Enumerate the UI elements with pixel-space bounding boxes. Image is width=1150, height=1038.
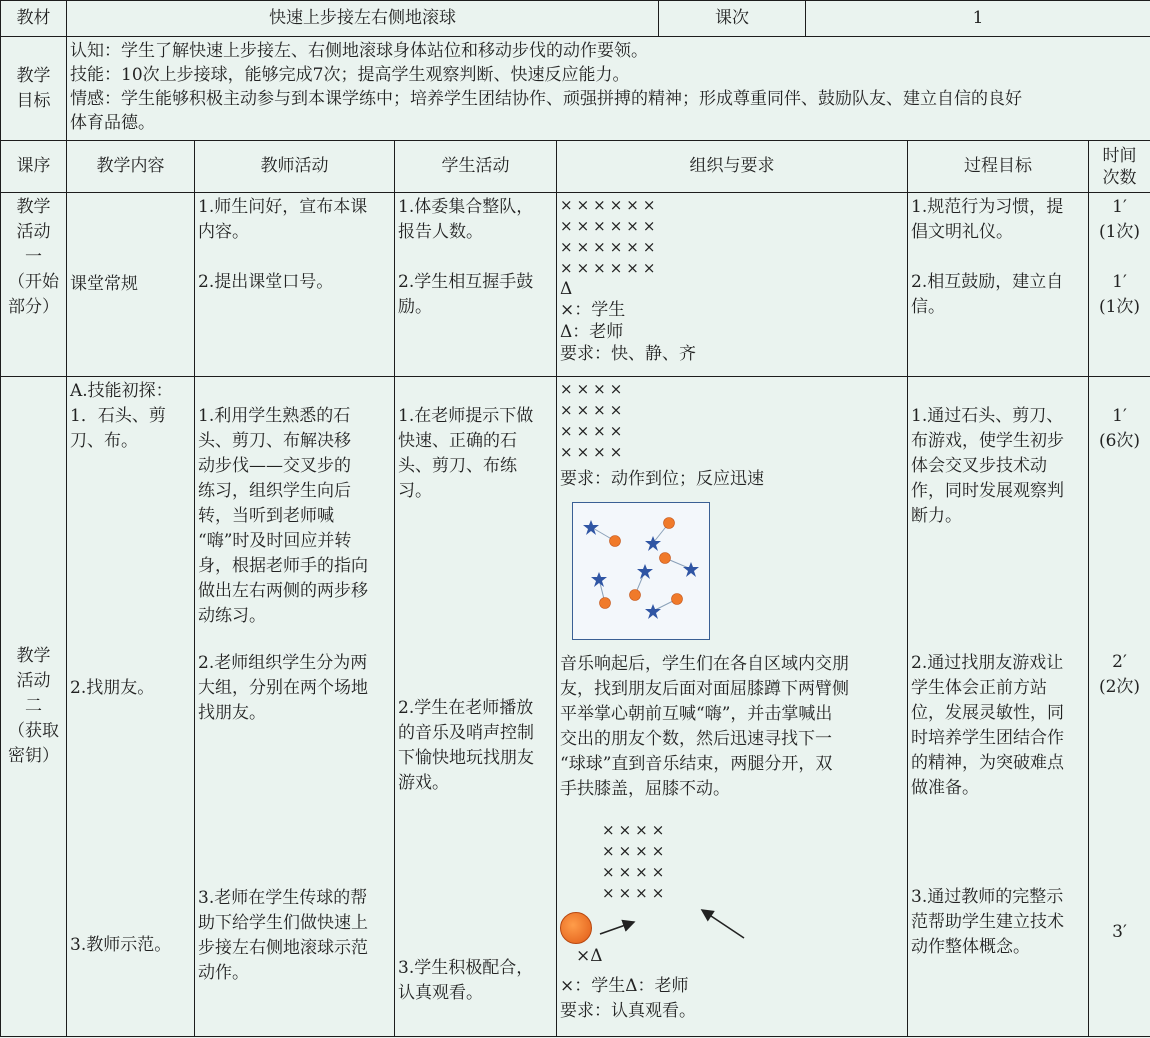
part1-organization [557, 193, 908, 377]
goals-text [67, 37, 1150, 141]
label-material: 教材 [1, 1, 67, 37]
legend-3: ×：学生Δ：老师 [560, 976, 689, 996]
part2-student: 1.在老师提示下做 快速、正确的石 头、剪刀、布练 习。 2.学生在老师播放 的音乐及哨声控制 下愉快地玩找朋友 游戏。 3.学生积极配合， 认真观看。 [395, 377, 557, 1037]
col-teacher: 教师活动 [195, 141, 395, 193]
part2-row [1, 377, 1150, 1037]
part2-requirement-3: 要求：认真观看。 [560, 1001, 696, 1021]
part1-teacher: 1.师生问好，宣布本课 内容。 2.提出课堂口号。 [195, 193, 395, 377]
teacher-mark: Δ [560, 279, 573, 299]
col-organization: 组织与要求 [557, 141, 908, 193]
content-demo: 3.教师示范。 [70, 935, 172, 955]
legend-teacher: Δ：老师 [560, 322, 624, 342]
part2-formation-1: ×××× ×××× ×××× ×××× [560, 380, 627, 461]
part2-requirement-1: 要求：动作到位；反应迅速 [560, 469, 764, 489]
part1-formation: ×××××× ×××××× ×××××× ×××××× [560, 196, 660, 277]
demo-diagram [560, 904, 904, 974]
ball-icons [600, 518, 683, 609]
col-time: 时间 次数 [1089, 141, 1150, 193]
find-friends-diagram [572, 502, 710, 640]
part1-time: 1′ (1次) 1′ (1次) [1089, 193, 1150, 377]
part2-formation-3: ×××× ×××× ×××× ×××× [602, 821, 669, 902]
content-find-friends: 2.找朋友。 [70, 678, 155, 698]
part1-content: 课堂常规 [67, 193, 195, 377]
col-content: 教学内容 [67, 141, 195, 193]
part1-goal: 1.规范行为习惯，提 倡文明礼仪。 2.相互鼓励，建立自 信。 [908, 193, 1089, 377]
lesson-number: 1 [806, 1, 1150, 37]
part1-student: 1.体委集合整队， 报告人数。 2.学生相互握手鼓 励。 [395, 193, 557, 377]
part1-requirement: 要求：快、静、齐 [560, 344, 696, 364]
part2-teacher: 1.利用学生熟悉的石 头、剪刀、布解决移 动步伐——交叉步的 练习，组织学生向后 转，当听到老师喊 “嗨”时及时回应并转 身，根据老师手的指向 做出左右两侧的两步移 动练习。 2.老师组织学生分为两 大组，分别在两个场地 找朋友。 3.老师在学生传球的帮 助下给学生们做快速上 步接左右侧地滚球示范 动作。 [195, 377, 395, 1037]
part1-order: 教学 活动 一 （开始 部分） [1, 193, 67, 377]
part2-goal: 1.通过石头、剪刀、 布游戏，使学生初步 体会交叉步技术动 作，同时发展观察判 断力。 2.通过找朋友游戏让 学生体会正前方站 位，发展灵敏性，同 时培养学生团结合作 的精神，为突破难点 做准备。 3.通过教师的完整示 范帮助学生建立技术 动作整体概念。 [908, 377, 1089, 1037]
legend-student: ×：学生 [560, 300, 626, 320]
material-title: 快速上步接左右侧地滚球 [67, 1, 659, 37]
col-goal: 过程目标 [908, 141, 1089, 193]
arrow-icon [600, 922, 634, 934]
col-student: 学生活动 [395, 141, 557, 193]
goal-emotion: 情感：学生能够积极主动参与到本课学练中；培养学生团结协作、顽强拼搏的精神；形成尊重同伴、鼓励队友、建立自信的良好 [70, 89, 1022, 109]
part1-row [1, 193, 1150, 377]
arrow-icon [702, 910, 744, 938]
demo-mark: ×Δ [576, 946, 603, 966]
part2-time: 1′ (6次) 2′ (2次) 3′ [1089, 377, 1150, 1037]
goal-emotion-cont: 体育品德。 [70, 113, 155, 133]
goal-skill: 技能：10次上步接球，能够完成7次；提高学生观察判断、快速反应能力。 [70, 65, 630, 85]
part2-content: A.技能初探： 1．石头、剪 刀、布。 2.找朋友。 3.教师示范。 [67, 377, 195, 1037]
col-order: 课序 [1, 141, 67, 193]
part2-order: 教学 活动 二 （获取 密钥） [1, 377, 67, 1037]
label-lesson: 课次 [659, 1, 806, 37]
goal-cognitive: 认知：学生了解快速上步接左、右侧地滚球身体站位和移动步伐的动作要领。 [70, 41, 648, 61]
goals-label: 教学 目标 [1, 37, 67, 141]
part2-organization: ×××× ×××× ×××× ×××× 要求：动作到位；反应迅速 音乐响起后，学生们在各自区域内交朋 友，找到朋友后面对面屈膝蹲下两臂侧 平举掌心朝前互喊“嗨”，并击掌喊出 交出的朋友个数，然后迅速寻找下一 “球球”直到音乐结束，两腿分开，双 手扶膝盖，屈膝不动。 ×××× ×××× ×××× ×××× ×Δ ×：学生Δ：老师 要求：认真观看。 [557, 377, 908, 1037]
